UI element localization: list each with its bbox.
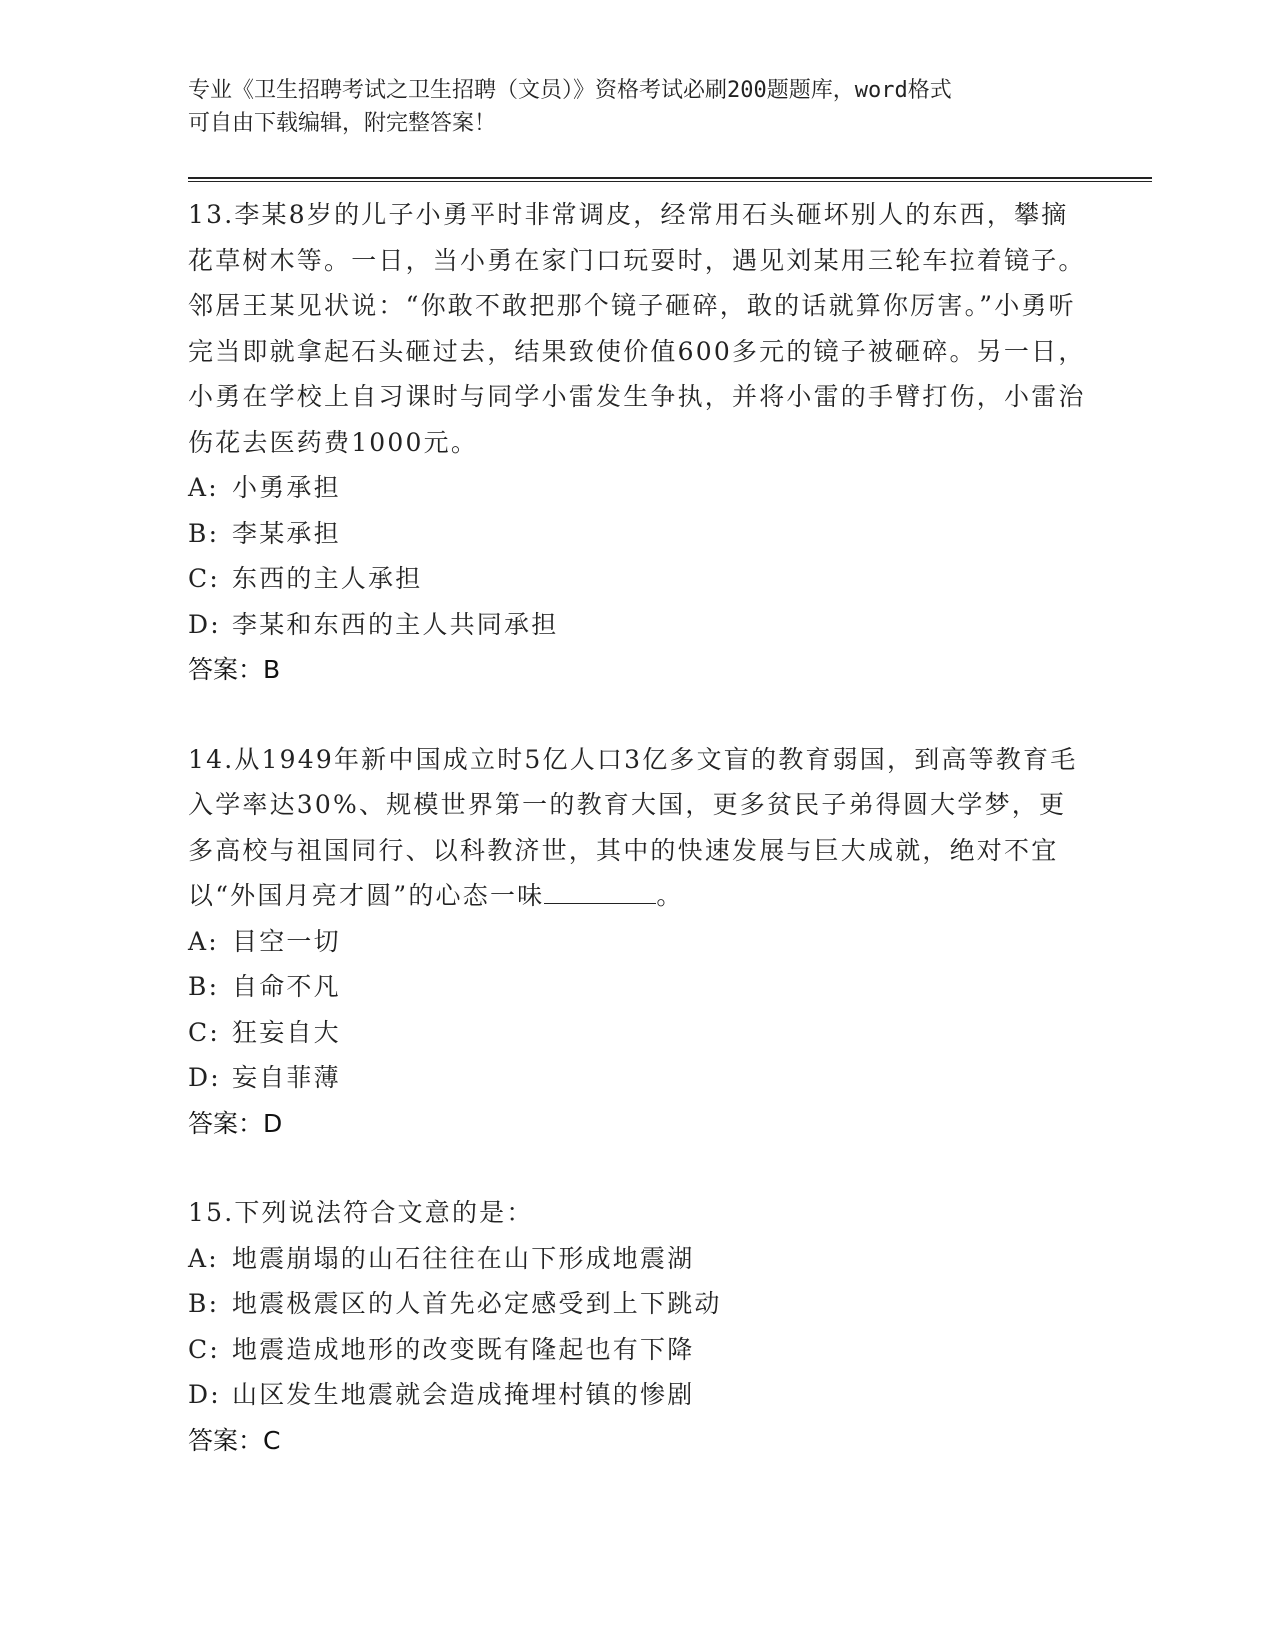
header-double-rule — [188, 177, 1152, 183]
option-b — [188, 1281, 1088, 1327]
option-text: 妄自菲薄 — [232, 1063, 341, 1092]
option-b — [188, 964, 1088, 1010]
option-key: C: — [188, 1334, 220, 1364]
question-15 — [188, 1190, 1088, 1463]
option-a — [188, 919, 1088, 965]
option-key: B: — [188, 1289, 220, 1318]
option-text: 目空一切 — [232, 926, 341, 956]
header-line-2: 可自由下载编辑，附完整答案！ — [188, 111, 497, 136]
option-text: 小勇承担 — [232, 473, 341, 502]
option-c — [188, 1010, 1088, 1056]
option-key: D: — [188, 609, 221, 639]
option-text: 地震造成地形的改变既有隆起也有下降 — [232, 1334, 695, 1364]
question-text: 15.下列说法符合文意的是： — [188, 1198, 534, 1227]
option-key: A: — [188, 926, 219, 956]
option-b — [188, 511, 1088, 557]
option-d — [188, 1055, 1088, 1101]
option-key: A: — [188, 1243, 219, 1273]
header-line-1: 专业《卫生招聘考试之卫生招聘（文员）》资格考试必刷200题题库，word格式 — [188, 78, 952, 103]
option-a — [188, 465, 1088, 511]
option-key: B: — [188, 972, 220, 1001]
question-text: 13.李某8岁的儿子小勇平时非常调皮，经常用石头砸坏别人的东西，攀摘花草树木等。一日，当小勇在家门口玩耍时，遇见刘某用三轮车拉着镜子。邻居王某见状说：“你敢不敢把那个镜子砸碎，敢的话就算你厉害。”小勇听完当即就拿起石头砸过去，结果致使价值600多元的镜子被砸碎。另一日，小勇在学校上自习课时与同学小雷发生争执，并将小雷的手臂打伤，小雷治伤花去医药费1000元。 — [188, 200, 1086, 457]
option-key: D: — [188, 1380, 221, 1409]
option-text: 地震极震区的人首先必定感受到上下跳动 — [232, 1289, 722, 1318]
option-key: D: — [188, 1063, 221, 1092]
option-c — [188, 556, 1088, 602]
option-d — [188, 602, 1088, 648]
fill-in-blank — [544, 881, 656, 904]
option-text: 李某和东西的主人共同承担 — [232, 609, 559, 639]
option-text: 自命不凡 — [232, 972, 341, 1001]
answer-line: 答案：C — [188, 1425, 281, 1455]
option-text: 东西的主人承担 — [232, 564, 423, 593]
option-c — [188, 1327, 1088, 1373]
option-text: 地震崩塌的山石往往在山下形成地震湖 — [232, 1243, 695, 1273]
answer-line: 答案：D — [188, 1108, 283, 1138]
answer-line: 答案：B — [188, 655, 281, 684]
question-13 — [188, 192, 1088, 693]
option-text: 李某承担 — [232, 518, 341, 548]
option-key: B: — [188, 518, 220, 548]
option-d — [188, 1372, 1088, 1418]
question-14 — [188, 737, 1088, 1147]
option-key: A: — [188, 473, 219, 502]
option-a — [188, 1236, 1088, 1282]
page-header — [188, 74, 1068, 140]
question-text: 14.从1949年新中国成立时5亿人口3亿多文盲的教育弱国，到高等教育毛入学率达30%、规模世界第一的教育大国，更多贫民子弟得圆大学梦，更多高校与祖国同行、以科教济世，其中的快速发展与巨大成就，绝对不宜以“外国月亮才圆”的心态一味 。 — [188, 744, 1078, 910]
option-text: 狂妄自大 — [232, 1017, 341, 1047]
option-key: C: — [188, 564, 220, 593]
option-text: 山区发生地震就会造成掩埋村镇的惨剧 — [232, 1380, 695, 1409]
question-list — [188, 192, 1088, 1463]
option-key: C: — [188, 1017, 220, 1047]
